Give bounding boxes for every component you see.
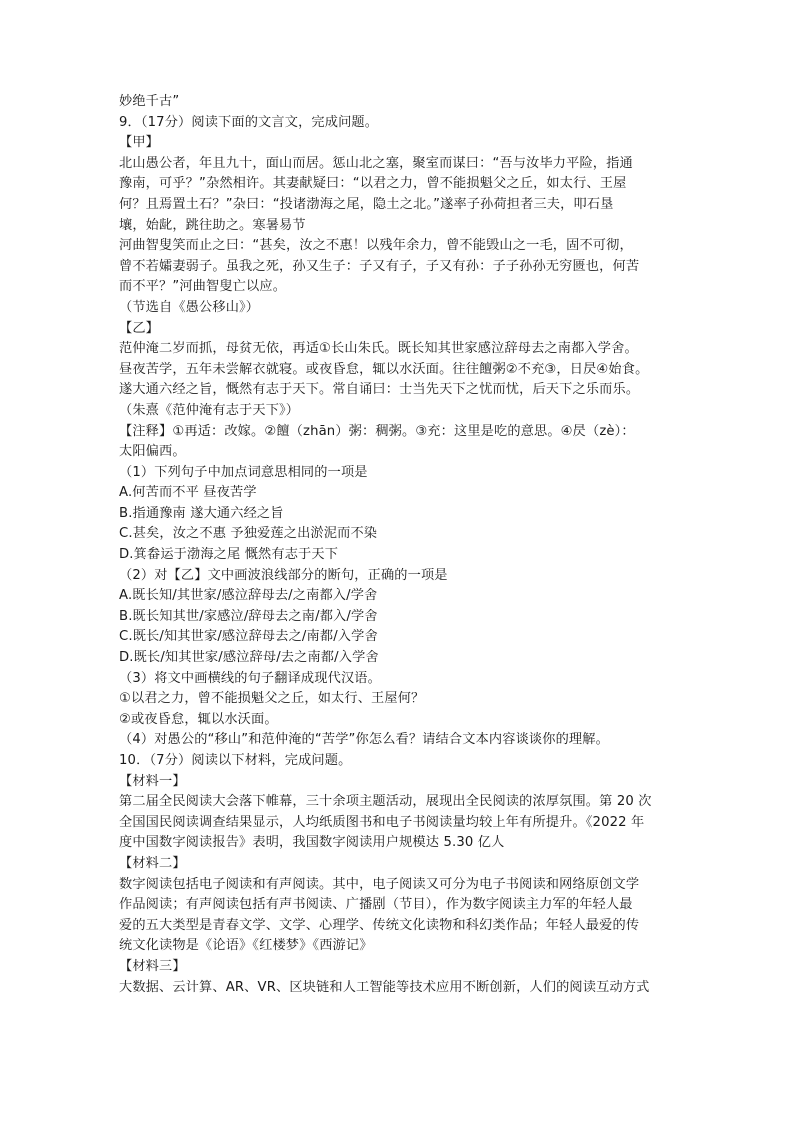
text-line: 范仲淹二岁而抓，母贫无依，再适①长山朱氏。既长知其世家感泣辞母去之南都入学舍。: [119, 341, 638, 357]
text-line: 遂大通六经之旨，慨然有志于天下。常自诵曰：士当先天下之忧而忧，后天下之乐而乐。: [119, 382, 640, 398]
option-line: C.甚矣，汝之不惠 予独爱莲之出淤泥而不染: [119, 526, 378, 542]
text-line: 大数据、云计算、AR、VR、区块链和人工智能等技术应用不断创新，人们的阅读互动方式: [119, 979, 650, 995]
text-line: 昼夜苦学，五年未尝解衣就寝。或夜昏怠，辄以水沃面。往往饘粥②不充③，日昃④始食。: [119, 361, 649, 377]
section-yi-label: 【乙】: [119, 320, 160, 336]
text-line: 爱的五大类型是青春文学、文学、心理学、传统文化读物和科幻类作品；年轻人最爱的传: [119, 917, 640, 933]
material-2-label: 【材料二】: [119, 855, 186, 871]
annotation-line: 【注释】①再适：改嫁。②饘（zhān）粥：稠粥。③充：这里是吃的意思。④昃（zè）：: [119, 423, 635, 439]
section-jia-label: 【甲】: [119, 135, 160, 151]
text-line: 北山愚公者，年且九十，面山而居。惩山北之塞，聚室而谋曰：“吾与汝毕力平险，指通: [119, 155, 633, 171]
text-line: 豫南，可乎？”杂然相许。其妻献疑曰：“以君之力，曾不能损魁父之丘，如太行、王屋: [119, 176, 627, 192]
text-line: 曾不若孀妻弱子。虽我之死，孙又生子：子又有子，子又有孙：子子孙孙无穷匮也，何苦: [119, 258, 640, 274]
source-note: （朱熹《范仲淹有志于天下》）: [119, 402, 300, 418]
option-line: C.既长/知其世家/感泣辞母去之/南都/入学舍: [119, 629, 378, 645]
text-line: ②或夜昏怠，辄以水沃面。: [119, 711, 278, 727]
text-line: 第二届全民阅读大会落下帷幕，三十余项主题活动，展现出全民阅读的浓厚氛围。第 20 次: [119, 794, 652, 810]
question-9-heading: 9．（17分）阅读下面的文言文，完成问题。: [119, 114, 379, 130]
option-line: B.既长知其世/家感泣/辞母去之南/都入/学舍: [119, 608, 378, 624]
option-line: A.何苦而不平 昼夜苦学: [119, 485, 257, 501]
question-10-heading: 10．（7分）阅读以下材料，完成问题。: [119, 753, 352, 768]
text-line: 数字阅读包括电子阅读和有声阅读。其中，电子阅读又可分为电子书阅读和网络原创文学: [119, 876, 640, 892]
text-line: 壤，始龀，跳往助之。寒暑易节: [119, 217, 306, 233]
text-line: 度中国数字阅读报告》表明，我国数字阅读用户规模达 5.30 亿人: [119, 835, 505, 851]
material-1-label: 【材料一】: [119, 773, 186, 789]
sub-question: （2）对【乙】文中画波浪线部分的断句，正确的一项是: [119, 567, 448, 583]
annotation-line: 太阳偏西。: [119, 444, 186, 460]
sub-question: （1）下列句子中加点词意思相同的一项是: [119, 464, 368, 480]
text-line: 河曲智叟笑而止之曰：“甚矣，汝之不惠！以残年余力，曾不能毁山之一毛，固不可彻，: [119, 238, 633, 254]
source-note: （节选自《愚公移山》）: [119, 299, 260, 315]
text-line: 何？且焉置土石？”杂曰：“投诸渤海之尾，隐土之北。”遂率子孙荷担者三夫，叩石垦: [119, 196, 614, 212]
text-line: 作品阅读；有声阅读包括有声书阅读、广播剧（节目），作为数字阅读主力军的年轻人最: [119, 897, 633, 913]
text-line: 统文化读物是《论语》《红楼梦》《西游记》: [119, 938, 373, 954]
material-3-label: 【材料三】: [119, 958, 186, 974]
text-line: ①以君之力，曾不能损魁父之丘，如太行、王屋何？: [119, 691, 425, 707]
text-line: 妙绝千古”: [119, 94, 180, 109]
document-page: [119, 92, 679, 998]
option-line: A.既长知/其世家/感泣辞母去/之南都入/学舍: [119, 588, 378, 604]
text-line: 全国国民阅读调查结果显示，人均纸质图书和电子书阅读量均较上年有所提升。《2022 年: [119, 814, 645, 830]
sub-question: （3）将文中画横线的句子翻译成现代汉语。: [119, 670, 381, 686]
sub-question: （4）对愚公的“移山”和范仲淹的“苦学”你怎么看？请结合文本内容谈谈你的理解。: [119, 732, 609, 748]
option-line: B.指通豫南 遂大通六经之旨: [119, 505, 284, 521]
text-line: 而不平？”河曲智叟亡以应。: [119, 279, 287, 295]
option-line: D.箕畚运于渤海之尾 慨然有志于天下: [119, 547, 339, 563]
option-line: D.既长/知其世家/感泣辞母/去之南都/入学舍: [119, 650, 379, 666]
